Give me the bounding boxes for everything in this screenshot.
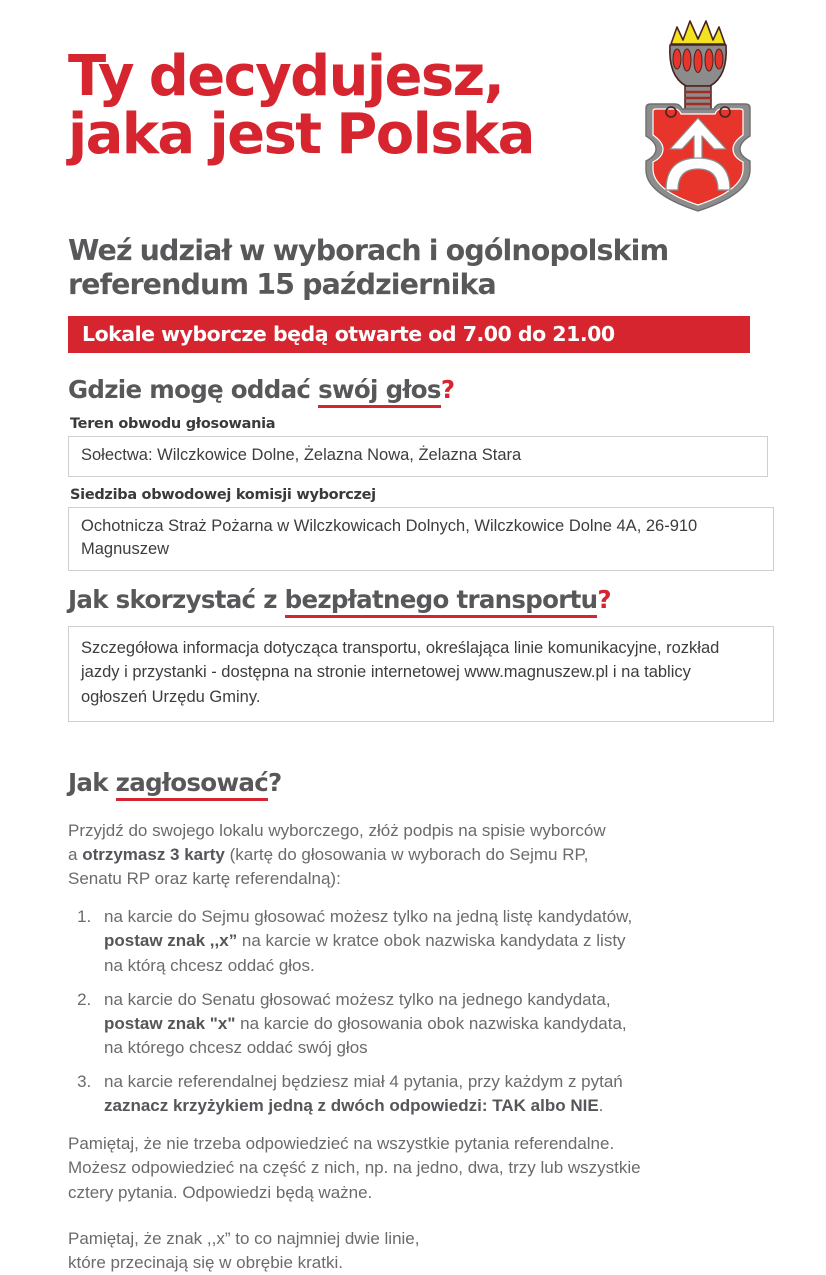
howto-intro-line-2-a: a — [68, 845, 83, 865]
step-2-line-1: 2. na karcie do Senatu głosować możesz tylko na jednego kandydata, — [104, 989, 611, 1009]
transport-info-line-2: jazdy i przystanki - dostępna na stronie internetowej www.magnuszew.pl i na tablicy — [81, 663, 691, 682]
heading-howto-question: ? — [268, 767, 282, 797]
poster-subtitle — [68, 234, 766, 302]
voting-steps-list — [68, 905, 766, 1118]
title-line-2: jaka jest Polska — [68, 102, 534, 168]
heading-where-underlined: swój głos — [318, 375, 441, 408]
step-1-line-3: na którą chcesz oddać głos. — [104, 955, 315, 975]
subtitle-line-2: referendum 15 października — [68, 268, 496, 302]
section-heading-free-transport — [68, 585, 766, 614]
page-title — [68, 44, 628, 168]
section-heading-how-to-vote — [68, 768, 766, 797]
step-1-line-1: 1. na karcie do Sejmu głosować możesz tylko na jedną listę kandydatów, — [104, 907, 633, 927]
heading-transport-underlined: bezpłatnego transportu — [285, 585, 598, 618]
x-mark-note-line-2: które przecinają się w obrębie kratki. — [68, 1252, 343, 1272]
box-voting-district-area — [68, 436, 768, 476]
value-commission-seat-line-1: Ochotnicza Straż Pożarna w Wilczkowicach Dolnych, Wilczkowice Dolne 4A, 26-910 — [81, 516, 698, 535]
heading-transport-prefix: Jak skorzystać z — [68, 584, 285, 614]
step-1-line-2-rest: na karcie w kratce obok nazwiska kandydata z listy — [237, 931, 626, 951]
step-1-line-2 — [104, 929, 766, 953]
howto-intro-line-2 — [68, 843, 766, 867]
step-3-line-2 — [104, 1094, 766, 1118]
label-commission-seat: Siedziba obwodowej komisji wyborczej — [70, 486, 376, 503]
poster-header — [68, 0, 766, 216]
polling-hours-banner: Lokale wyborcze będą otwarte od 7.00 do 21.00 — [68, 316, 750, 353]
x-mark-note-paragraph — [68, 1227, 766, 1275]
howto-intro-line-3: Senatu RP oraz kartę referendalną): — [68, 869, 341, 889]
howto-intro-paragraph — [68, 819, 766, 891]
step-2-line-3: na którego chcesz oddać swój głos — [104, 1037, 368, 1057]
heading-where-prefix: Gdzie mogę oddać — [68, 375, 319, 405]
value-commission-seat-line-2: Magnuszew — [81, 540, 170, 559]
howto-intro-line-1: Przyjdź do swojego lokalu wyborczego, złóż podpis na spisie wyborców — [68, 820, 606, 840]
step-2-line-2-rest: na karcie do głosowania obok nazwiska kandydata, — [235, 1013, 627, 1033]
step-3-line-1: 3. na karcie referendalnej będziesz miał 4 pytania, przy każdym z pytań — [104, 1072, 623, 1092]
list-item — [96, 1070, 766, 1118]
step-1-bold: postaw znak ,,x” — [104, 931, 238, 951]
label-voting-district-area: Teren obwodu głosowania — [70, 416, 276, 433]
box-transport-info — [68, 626, 774, 722]
box-commission-seat — [68, 507, 774, 571]
step-3-line-2-rest: . — [598, 1096, 604, 1116]
heading-howto-underlined: zagłosować — [116, 768, 268, 801]
howto-intro-line-2-c: (kartę do głosowania w wyborach do Sejmu RP, — [224, 845, 589, 865]
subtitle-line-1: Weź udział w wyborach i ogólnopolskim — [68, 234, 669, 267]
heading-where-question: ? — [440, 375, 455, 405]
referendum-note-line-3: cztery pytania. Odpowiedzi będą ważne. — [68, 1182, 373, 1202]
list-item — [96, 905, 766, 977]
title-line-1: Ty decydujesz, — [68, 44, 504, 109]
transport-info-line-1: Szczegółowa informacja dotycząca transportu, określająca linie komunikacyjne, rozkład — [81, 638, 720, 657]
transport-info-line-3: ogłoszeń Urzędu Gminy. — [81, 688, 261, 707]
x-mark-note-line-1: Pamiętaj, że znak ,,x” to co najmniej dwie linie, — [68, 1228, 420, 1248]
referendum-note-line-1: Pamiętaj, że nie trzeba odpowiedzieć na wszystkie pytania referendalne. — [68, 1134, 615, 1154]
section-heading-where-to-vote — [68, 375, 766, 404]
heading-howto-prefix: Jak — [68, 767, 116, 797]
referendum-note-paragraph — [68, 1132, 766, 1204]
heading-transport-question: ? — [597, 584, 611, 614]
howto-intro-emphasis: otrzymasz 3 karty — [82, 845, 225, 865]
step-3-bold: zaznacz krzyżykiem jedną z dwóch odpowiedzi: TAK albo NIE — [104, 1096, 599, 1116]
value-voting-district-area: Sołectwa: Wilczkowice Dolne, Żelazna Nowa, Żelazna Stara — [81, 446, 522, 465]
step-2-line-2 — [104, 1012, 766, 1036]
referendum-note-line-2: Możesz odpowiedzieć na część z nich, np. na jedno, dwa, trzy lub wszystkie — [68, 1158, 641, 1178]
step-2-bold: postaw znak "x" — [104, 1013, 236, 1033]
coat-of-arms-icon — [630, 12, 772, 212]
list-item — [96, 988, 766, 1060]
